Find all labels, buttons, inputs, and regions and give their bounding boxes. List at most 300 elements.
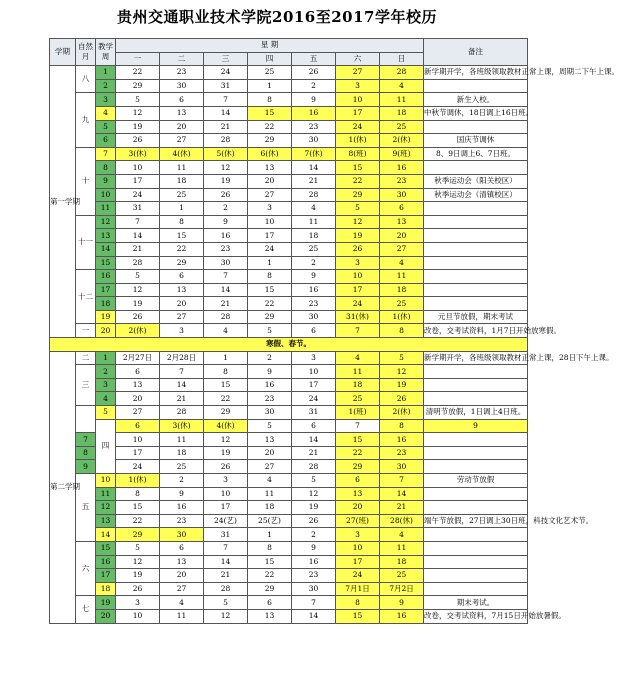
day-cell: 19: [380, 378, 424, 392]
day-cell: 1: [248, 256, 292, 270]
day-cell: 26: [116, 310, 160, 324]
remark-cell: [424, 501, 528, 515]
day-cell: 31: [116, 202, 160, 216]
remark-cell: [424, 582, 528, 596]
remark-cell: 秋季运动会（清镇校区）: [424, 188, 528, 202]
day-cell: 8: [380, 419, 424, 433]
month-cell: 七: [76, 596, 96, 623]
day-cell: 7: [204, 541, 248, 555]
day-cell: 31: [204, 79, 248, 93]
day-cell: 27(班): [336, 514, 380, 528]
day-cell: 9: [248, 365, 292, 379]
day-cell: 14: [116, 229, 160, 243]
header-term: 学期: [50, 39, 76, 66]
day-cell: 4: [204, 324, 248, 338]
day-cell: 31: [292, 406, 336, 420]
day-cell: 9: [292, 541, 336, 555]
day-cell: 14: [204, 555, 248, 569]
day-cell: 9: [380, 596, 424, 610]
day-cell: 13: [160, 283, 204, 297]
day-cell: 14: [292, 433, 336, 447]
day-cell: 28: [204, 134, 248, 148]
remark-cell: [424, 120, 528, 134]
day-cell: 5(休): [204, 147, 248, 161]
day-cell: 30: [160, 79, 204, 93]
day-cell: 14: [204, 106, 248, 120]
day-cell: 13: [380, 215, 424, 229]
day-cell: 23: [292, 569, 336, 583]
day-cell: 16: [380, 433, 424, 447]
day-cell: 21: [292, 174, 336, 188]
day-cell: 17: [116, 174, 160, 188]
remark-cell: 端午节放假，27日调上30日班，科技文化艺术节。: [424, 514, 528, 528]
month-cell: 四: [96, 419, 116, 473]
week-number: 13: [96, 229, 116, 243]
day-cell: 27: [160, 582, 204, 596]
day-cell: 30: [292, 134, 336, 148]
day-cell: 14: [292, 609, 336, 623]
day-cell: 23: [292, 120, 336, 134]
week-number: 5: [96, 120, 116, 134]
day-cell: 24: [116, 460, 160, 474]
remark-cell: [424, 392, 528, 406]
day-cell: 30: [380, 460, 424, 474]
remark-cell: 秋季运动会（阳关校区）: [424, 174, 528, 188]
table-row: [50, 310, 528, 324]
day-cell: 12: [204, 609, 248, 623]
day-cell: 20: [160, 569, 204, 583]
day-cell: 24: [336, 120, 380, 134]
day-cell: 10: [336, 93, 380, 107]
day-cell: 22: [204, 392, 248, 406]
day-cell: 4: [292, 202, 336, 216]
month-cell: [76, 406, 96, 433]
day-cell: 21: [380, 501, 424, 515]
day-cell: 10: [116, 609, 160, 623]
day-cell: 12: [116, 106, 160, 120]
day-cell: 14: [292, 161, 336, 175]
day-cell: 15: [160, 229, 204, 243]
remark-cell: 国庆节调休: [424, 134, 528, 148]
week-number: 17: [96, 569, 116, 583]
week-number: 1: [96, 351, 116, 365]
header-day-0: 一: [116, 52, 160, 66]
day-cell: 20: [248, 446, 292, 460]
day-cell: 29: [248, 134, 292, 148]
remark-cell: 8、9日调上6、7日班。: [424, 147, 528, 161]
day-cell: 28: [116, 256, 160, 270]
table-row: [50, 66, 528, 80]
day-cell: 18: [160, 446, 204, 460]
header-day-1: 二: [160, 52, 204, 66]
remark-cell: [424, 79, 528, 93]
day-cell: 12: [116, 555, 160, 569]
table-row: [50, 174, 528, 188]
table-row: [50, 609, 528, 623]
day-cell: 12: [380, 365, 424, 379]
day-cell: 28: [380, 66, 424, 80]
day-cell: 11: [292, 215, 336, 229]
day-cell: 18: [160, 174, 204, 188]
table-row: [50, 596, 528, 610]
day-cell: 16: [292, 106, 336, 120]
day-cell: 6: [380, 202, 424, 216]
day-cell: 24: [204, 66, 248, 80]
day-cell: 23: [160, 514, 204, 528]
table-row: [50, 365, 528, 379]
day-cell: 16: [380, 161, 424, 175]
winter-break-row: 寒假、春节。: [50, 338, 528, 352]
week-number: 8: [96, 161, 116, 175]
week-number: 7: [76, 433, 96, 447]
day-cell: 24: [336, 569, 380, 583]
week-number: 19: [96, 596, 116, 610]
header-week: 教学周: [96, 39, 116, 66]
day-cell: 19: [292, 501, 336, 515]
week-number: 20: [96, 324, 116, 338]
remark-cell: [424, 433, 528, 447]
remark-cell: 期末考试。: [424, 596, 528, 610]
day-cell: 23: [204, 242, 248, 256]
day-cell: 29: [116, 79, 160, 93]
week-number: 2: [96, 79, 116, 93]
day-cell: 27: [160, 134, 204, 148]
table-row: [50, 229, 528, 243]
week-number: 4: [96, 106, 116, 120]
day-cell: 22: [248, 569, 292, 583]
table-row: [50, 392, 528, 406]
day-cell: 6: [160, 93, 204, 107]
week-number: 19: [96, 310, 116, 324]
week-number: 6: [116, 419, 160, 433]
table-row: [50, 147, 528, 161]
month-cell: 六: [76, 541, 96, 595]
day-cell: 20: [336, 501, 380, 515]
remark-cell: 中秋节调休，18日调上16日班。: [424, 106, 528, 120]
remark-cell: 元旦节放假，期末考试: [424, 310, 528, 324]
week-number: 8: [76, 446, 96, 460]
header-day-6: 日: [380, 52, 424, 66]
remark-cell: [424, 365, 528, 379]
day-cell: 25: [380, 297, 424, 311]
day-cell: 3: [336, 79, 380, 93]
remark-cell: [424, 161, 528, 175]
day-cell: 21: [204, 569, 248, 583]
table-row: [50, 283, 528, 297]
day-cell: 4: [380, 528, 424, 542]
week-number: 14: [96, 242, 116, 256]
day-cell: 30: [292, 310, 336, 324]
table-row: [50, 93, 528, 107]
day-cell: 17: [204, 501, 248, 515]
day-cell: 3: [116, 596, 160, 610]
table-row: [50, 419, 528, 433]
day-cell: 26: [292, 514, 336, 528]
day-cell: 11: [160, 433, 204, 447]
day-cell: 5: [248, 324, 292, 338]
remark-cell: 清明节放假，1日调上4日班。: [424, 406, 528, 420]
remark-cell: [424, 541, 528, 555]
remark-cell: [424, 283, 528, 297]
day-cell: 4: [160, 596, 204, 610]
day-cell: 2: [292, 256, 336, 270]
day-cell: 24(艺): [204, 514, 248, 528]
day-cell: 6: [292, 324, 336, 338]
day-cell: 17: [336, 283, 380, 297]
remark-cell: [424, 378, 528, 392]
day-cell: 15: [204, 378, 248, 392]
day-cell: 4(休): [160, 147, 204, 161]
remark-cell: [424, 555, 528, 569]
week-number: 5: [96, 406, 116, 420]
day-cell: 8: [248, 541, 292, 555]
day-cell: 23: [380, 174, 424, 188]
table-row: [50, 120, 528, 134]
day-cell: 28: [160, 406, 204, 420]
day-cell: 6: [336, 474, 380, 488]
day-cell: 22: [248, 120, 292, 134]
day-cell: 16: [292, 283, 336, 297]
day-cell: 8: [380, 324, 424, 338]
day-cell: 4: [248, 474, 292, 488]
week-number: 9: [96, 174, 116, 188]
day-cell: 13: [248, 161, 292, 175]
day-cell: 25: [160, 188, 204, 202]
table-row: [50, 446, 528, 460]
day-cell: 4: [336, 351, 380, 365]
day-cell: 18: [248, 501, 292, 515]
day-cell: 25: [380, 120, 424, 134]
day-cell: 7: [116, 215, 160, 229]
day-cell: 22: [160, 242, 204, 256]
header-day-5: 六: [336, 52, 380, 66]
day-cell: 26: [336, 242, 380, 256]
day-cell: 18: [380, 283, 424, 297]
day-cell: 29: [204, 406, 248, 420]
day-cell: 10: [204, 487, 248, 501]
day-cell: 11: [380, 270, 424, 284]
table-row: [50, 528, 528, 542]
day-cell: 26: [292, 66, 336, 80]
month-cell: 三: [76, 365, 96, 406]
table-row: [50, 106, 528, 120]
week-number: 13: [96, 514, 116, 528]
day-cell: 9: [160, 487, 204, 501]
day-cell: 1: [248, 528, 292, 542]
day-cell: 24: [116, 188, 160, 202]
day-cell: 24: [292, 392, 336, 406]
remark-cell: 新学期开学，各班级领取教材正常上课，28日下午上课。: [424, 351, 528, 365]
day-cell: 5: [204, 596, 248, 610]
header-day-4: 五: [292, 52, 336, 66]
day-cell: 1: [204, 351, 248, 365]
day-cell: 25: [292, 242, 336, 256]
day-cell: 3: [248, 202, 292, 216]
week-number: 16: [96, 270, 116, 284]
day-cell: 16: [292, 555, 336, 569]
day-cell: 13: [248, 609, 292, 623]
day-cell: 2: [160, 474, 204, 488]
week-number: 7: [96, 147, 116, 161]
table-row: [50, 161, 528, 175]
day-cell: 1(班): [336, 406, 380, 420]
table-row: [50, 433, 528, 447]
remark-cell: [424, 446, 528, 460]
remark-cell: [424, 270, 528, 284]
day-cell: 26: [116, 134, 160, 148]
day-cell: 2(休): [380, 134, 424, 148]
day-cell: 11: [160, 161, 204, 175]
remark-cell: [424, 215, 528, 229]
day-cell: 30: [248, 406, 292, 420]
day-cell: 15: [248, 106, 292, 120]
day-cell: 5: [116, 93, 160, 107]
day-cell: 27: [116, 406, 160, 420]
day-cell: 13: [336, 487, 380, 501]
day-cell: 12: [204, 433, 248, 447]
day-cell: 1: [248, 79, 292, 93]
day-cell: 7: [380, 474, 424, 488]
table-row: [50, 134, 528, 148]
day-cell: 5: [248, 419, 292, 433]
week-number: 14: [96, 528, 116, 542]
table-row: [50, 256, 528, 270]
table-row: [50, 188, 528, 202]
day-cell: 22: [116, 66, 160, 80]
day-cell: 6: [248, 596, 292, 610]
month-cell: 十二: [76, 270, 96, 324]
day-cell: 5: [116, 541, 160, 555]
day-cell: 17: [116, 446, 160, 460]
day-cell: 2: [292, 79, 336, 93]
day-cell: 1(休): [116, 474, 160, 488]
week-number: 18: [96, 582, 116, 596]
month-cell: 一: [76, 324, 96, 338]
day-cell: 8(班): [336, 147, 380, 161]
day-cell: 5: [116, 270, 160, 284]
day-cell: 19: [204, 174, 248, 188]
table-row: [50, 460, 528, 474]
day-cell: 22: [116, 514, 160, 528]
month-cell: 八: [76, 66, 96, 93]
table-row: [50, 487, 528, 501]
day-cell: 2(休): [380, 406, 424, 420]
day-cell: 10: [336, 541, 380, 555]
day-cell: 25(艺): [248, 514, 292, 528]
day-cell: 29: [336, 188, 380, 202]
day-cell: 27: [160, 310, 204, 324]
day-cell: 15: [116, 501, 160, 515]
day-cell: 24: [248, 242, 292, 256]
week-number: 12: [96, 501, 116, 515]
day-cell: 3: [336, 256, 380, 270]
table-row: [50, 297, 528, 311]
day-cell: 15: [248, 555, 292, 569]
day-cell: 7月2日: [380, 582, 424, 596]
day-cell: 14: [204, 283, 248, 297]
day-cell: 27: [380, 242, 424, 256]
week-number: 2: [96, 365, 116, 379]
day-cell: 8: [336, 596, 380, 610]
day-cell: 17: [292, 378, 336, 392]
day-cell: 21: [292, 446, 336, 460]
month-cell: 二: [76, 351, 96, 365]
page-title: 贵州交通职业技术学院2016至2017学年校历: [117, 8, 437, 26]
remark-cell: [424, 256, 528, 270]
table-row: [50, 202, 528, 216]
day-cell: 15: [336, 161, 380, 175]
table-row: [50, 351, 528, 365]
term-label: 第一学期: [50, 66, 76, 338]
day-cell: 8: [248, 270, 292, 284]
school-calendar-table: [49, 38, 619, 624]
day-cell: 3: [292, 351, 336, 365]
day-cell: 23: [380, 446, 424, 460]
day-cell: 18: [292, 229, 336, 243]
day-cell: 25: [248, 66, 292, 80]
header-remarks: 备注: [424, 39, 528, 66]
remark-cell: [424, 487, 528, 501]
day-cell: 14: [160, 378, 204, 392]
week-number: 10: [96, 474, 116, 488]
week-number: 16: [96, 555, 116, 569]
day-cell: 20: [160, 297, 204, 311]
day-cell: 22: [336, 446, 380, 460]
day-cell: 21: [204, 297, 248, 311]
day-cell: 29: [248, 582, 292, 596]
day-cell: 7: [160, 365, 204, 379]
day-cell: 5: [336, 202, 380, 216]
day-cell: 6(休): [248, 147, 292, 161]
day-cell: 20: [160, 120, 204, 134]
week-number: 18: [96, 297, 116, 311]
day-cell: 31(休): [336, 310, 380, 324]
day-cell: 29: [116, 528, 160, 542]
day-cell: 2月28日: [160, 351, 204, 365]
week-number: 9: [76, 460, 96, 474]
day-cell: 12: [292, 487, 336, 501]
day-cell: 7: [204, 93, 248, 107]
table-row: [50, 242, 528, 256]
day-cell: 27: [336, 66, 380, 80]
day-cell: 30: [292, 582, 336, 596]
day-cell: 30: [380, 188, 424, 202]
day-cell: 15: [248, 283, 292, 297]
day-cell: 2月27日: [116, 351, 160, 365]
month-cell: 五: [76, 474, 96, 542]
day-cell: 11: [160, 609, 204, 623]
day-cell: 20: [248, 174, 292, 188]
table-row: [50, 270, 528, 284]
day-cell: 17: [248, 229, 292, 243]
day-cell: 28: [204, 582, 248, 596]
day-cell: 9(班): [380, 147, 424, 161]
day-cell: 11: [380, 93, 424, 107]
day-cell: 26: [116, 582, 160, 596]
day-cell: 11: [248, 487, 292, 501]
table-row: [50, 474, 528, 488]
week-number: 15: [96, 541, 116, 555]
day-cell: 10: [292, 365, 336, 379]
day-cell: 11: [380, 541, 424, 555]
week-number: 20: [96, 609, 116, 623]
day-cell: 21: [204, 120, 248, 134]
day-cell: 4(休): [204, 419, 248, 433]
week-number: 10: [96, 188, 116, 202]
header-month: 自然月: [76, 39, 96, 66]
table-row: [50, 555, 528, 569]
day-cell: 6: [292, 419, 336, 433]
